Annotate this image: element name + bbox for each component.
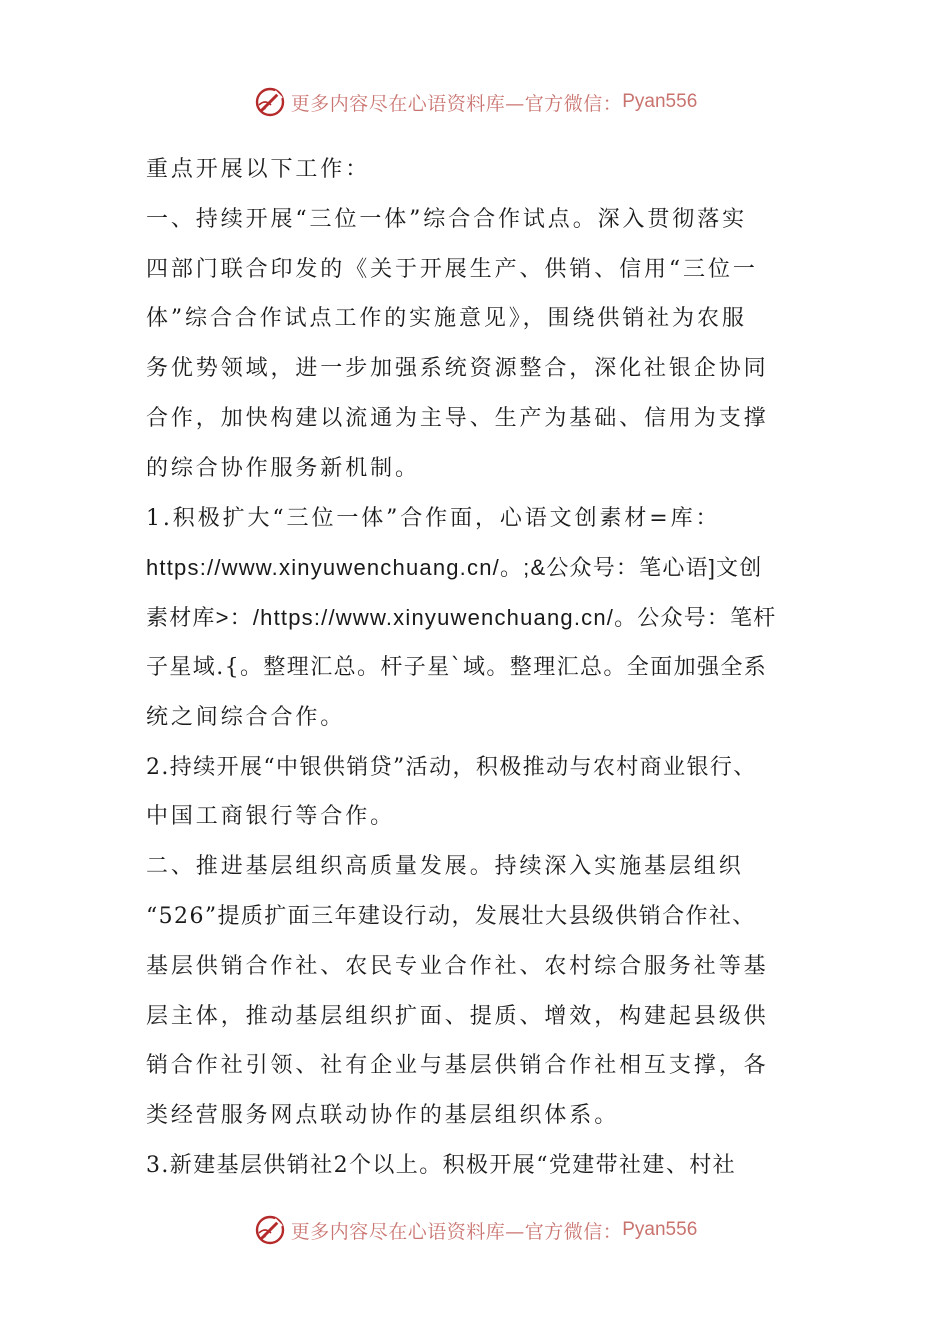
paragraph-line: 合作，加快构建以流通为主导、生产为基础、信用为支撑 <box>146 405 769 431</box>
paragraph-line: 四部门联合印发的《关于开展生产、供销、信用“三位一 <box>146 256 758 282</box>
header-watermark-banner <box>0 82 950 122</box>
pen-logo-icon <box>253 1213 287 1247</box>
paragraph-line: 销合作社引领、社有企业与基层供销合作社相互支撑，各 <box>146 1053 769 1079</box>
paragraph-line: 的综合协作服务新机制。 <box>146 455 420 481</box>
paragraph-line: 子星域.{。整理汇总。杆子星`域。整理汇总。全面加强全系 <box>146 654 768 680</box>
paragraph-line: https://www.xinyuwenchuang.cn/。;&公众号：笔心语]文创 <box>146 555 763 581</box>
paragraph-line: 务优势领域，进一步加强系统资源整合，深化社银企协同 <box>146 356 769 382</box>
document-body <box>146 145 810 1191</box>
paragraph-line: 中国工商银行等合作。 <box>146 804 396 830</box>
paragraph-line: 统之间综合合作。 <box>146 704 346 730</box>
paragraph-line: 3.新建基层供销社2个以上。积极开展“党建带社建、村社 <box>146 1152 737 1178</box>
watermark-wechat-id: Pyan556 <box>622 91 698 112</box>
watermark-text: 更多内容尽在心语资料库—官方微信： <box>290 1220 623 1243</box>
paragraph-line: 2.持续开展“中银供销贷”活动，积极推动与农村商业银行、 <box>146 754 757 780</box>
watermark-wechat-id: Pyan556 <box>622 1219 698 1240</box>
paragraph-line: 类经营服务网点联动协作的基层组织体系。 <box>146 1103 620 1129</box>
paragraph-line: 体”综合合作试点工作的实施意见》，围绕供销社为农服 <box>146 306 747 332</box>
paragraph-line: 一、持续开展“三位一体”综合合作试点。深入贯彻落实 <box>146 206 747 232</box>
paragraph-line: “526”提质扩面三年建设行动，发展壮大县级供销合作社、 <box>146 903 756 929</box>
paragraph-line: 基层供销合作社、农民专业合作社、农村综合服务社等基 <box>146 953 769 979</box>
paragraph-line: 素材库>：/https://www.xinyuwenchuang.cn/。公众号：笔杆 <box>146 605 777 631</box>
watermark-text: 更多内容尽在心语资料库—官方微信： <box>290 92 623 115</box>
footer-watermark-banner <box>0 1210 950 1250</box>
paragraph-line: 1.积极扩大“三位一体”合作面，心语文创素材=库： <box>146 505 721 531</box>
paragraph-line: 层主体，推动基层组织扩面、提质、增效，构建起县级供 <box>146 1003 769 1029</box>
paragraph-line: 二、推进基层组织高质量发展。持续深入实施基层组织 <box>146 854 744 880</box>
paragraph-line: 重点开展以下工作： <box>146 157 371 182</box>
pen-logo-icon <box>253 85 287 119</box>
